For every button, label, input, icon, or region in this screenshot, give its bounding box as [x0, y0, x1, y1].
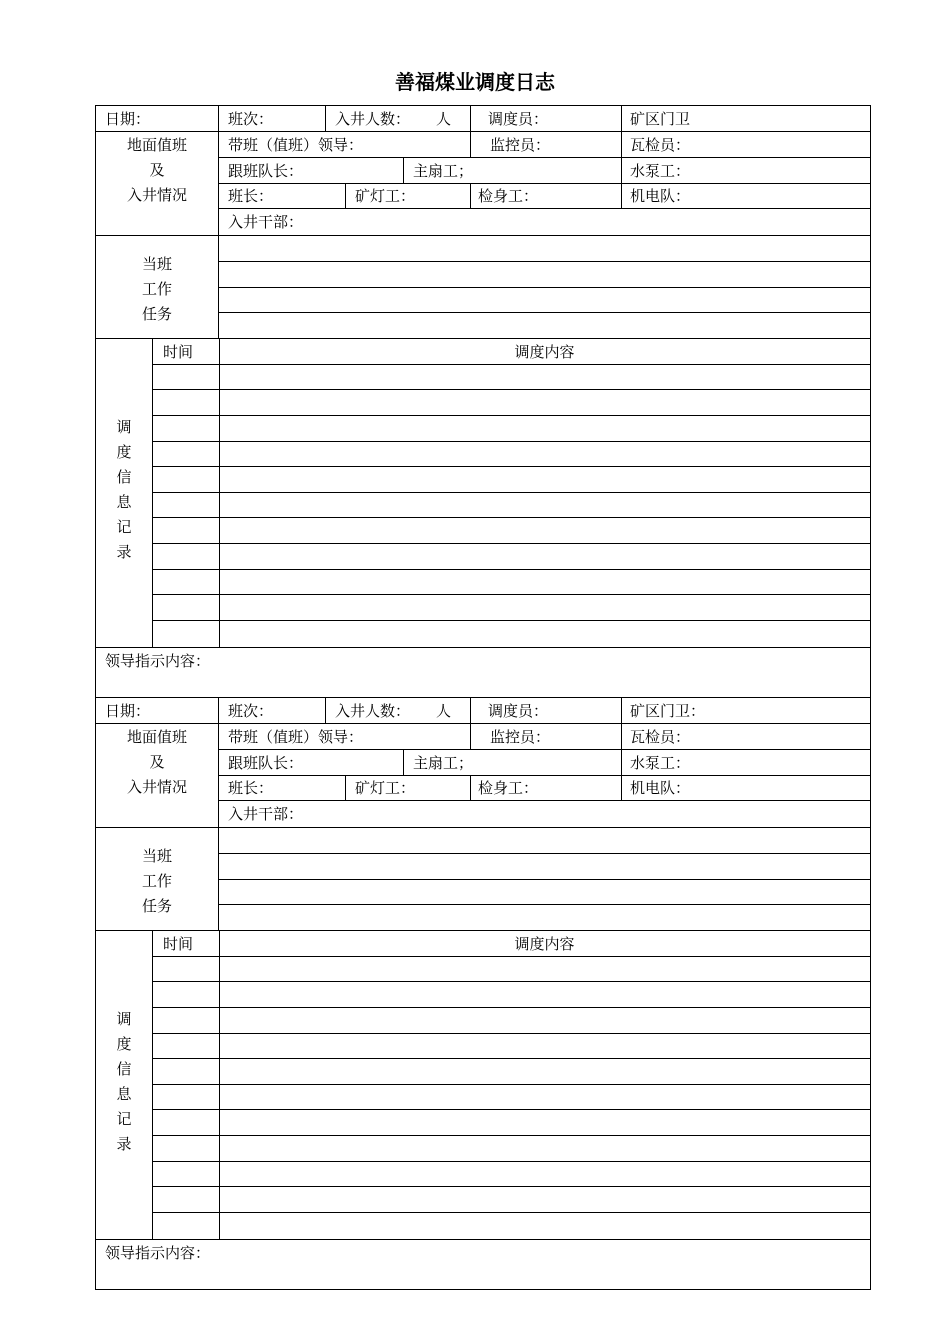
record-row-rule — [152, 543, 871, 544]
record-row-rule — [152, 492, 871, 493]
shift-task-label: 任务 — [141, 897, 172, 915]
shift-label: 班次： — [228, 110, 274, 128]
gate-guard-label: 矿区门卫： — [630, 702, 706, 720]
table-rule — [470, 183, 471, 209]
record-row-rule — [152, 1212, 871, 1213]
headcount-unit: 人 — [436, 702, 452, 720]
dispatch-content-header: 调度内容 — [514, 935, 575, 953]
table-rule — [325, 105, 326, 132]
dispatch-record-label-char: 录 — [116, 543, 132, 561]
record-row-rule — [152, 517, 871, 518]
record-row-rule — [152, 956, 871, 957]
shift-label: 班次： — [228, 702, 274, 720]
main-fan-worker-label: 主扇工； — [413, 162, 474, 180]
record-block-bottom-rule — [95, 1239, 871, 1240]
shift-task-label: 任务 — [141, 305, 172, 323]
surface-duty-label: 地面值班 — [126, 136, 187, 154]
body-check-worker-label: 检身工： — [478, 187, 539, 205]
table-rule — [218, 287, 871, 288]
record-row-rule — [152, 569, 871, 570]
headcount-unit: 人 — [436, 110, 452, 128]
table-rule — [621, 105, 622, 132]
table-rule — [621, 157, 622, 184]
gas-inspector-label: 瓦检员： — [630, 136, 691, 154]
table-rule — [403, 157, 404, 184]
headcount-label: 入井人数： — [335, 110, 411, 128]
surface-duty-label: 及 — [149, 161, 165, 179]
date-label: 日期： — [105, 110, 151, 128]
record-row-rule — [152, 1084, 871, 1085]
table-rule — [470, 697, 471, 724]
record-row-rule — [152, 1033, 871, 1034]
section-top-rule — [95, 697, 871, 698]
dispatch-record-label-char: 息 — [116, 1085, 132, 1103]
table-rule — [470, 131, 471, 158]
record-row-rule — [152, 594, 871, 595]
record-row-rule — [152, 466, 871, 467]
table-rule — [218, 904, 871, 905]
table-rule — [218, 853, 871, 854]
follow-team-leader-label: 跟班队长： — [228, 162, 304, 180]
document-title: 善福煤业调度日志 — [395, 70, 555, 94]
underground-cadre-label: 入井干部： — [228, 805, 304, 823]
body-check-worker-label: 检身工： — [478, 779, 539, 797]
table-rule — [621, 697, 622, 724]
dispatch-record-label-char: 度 — [116, 443, 132, 461]
dispatcher-label: 调度员： — [488, 110, 549, 128]
table-rule — [621, 775, 622, 801]
record-row-rule — [152, 364, 871, 365]
record-row-rule — [152, 389, 871, 390]
table-rule — [95, 827, 219, 828]
record-row-rule — [152, 620, 871, 621]
table-right-border — [870, 105, 871, 698]
table-rule — [470, 105, 471, 132]
table-rule — [621, 723, 622, 750]
record-row-rule — [152, 1109, 871, 1110]
shift-task-label: 当班 — [141, 255, 172, 273]
shift-task-label: 工作 — [141, 872, 172, 890]
table-rule — [621, 183, 622, 209]
table-rule — [470, 723, 471, 750]
table-rule — [218, 749, 871, 750]
pump-worker-label: 水泵工： — [630, 754, 691, 772]
table-rule — [621, 749, 622, 776]
dispatch-content-header: 调度内容 — [514, 343, 575, 361]
surface-duty-label: 入井情况 — [126, 778, 187, 796]
table-rule — [218, 157, 871, 158]
record-row-rule — [152, 981, 871, 982]
monitor-label: 监控员： — [490, 728, 551, 746]
time-column-divider — [219, 338, 220, 648]
table-rule — [403, 749, 404, 776]
gate-guard-label: 矿区门卫 — [630, 110, 691, 128]
table-rule — [470, 775, 471, 801]
table-rule — [345, 775, 346, 801]
shift-leader-label: 带班（值班）领导： — [228, 136, 364, 154]
time-column-header: 时间 — [162, 343, 193, 361]
section-top-rule — [95, 105, 871, 106]
record-label-divider — [152, 930, 153, 1240]
record-row-rule — [152, 1161, 871, 1162]
lamp-worker-label: 矿灯工： — [355, 187, 416, 205]
shift-leader-label: 带班（值班）领导： — [228, 728, 364, 746]
dispatch-record-label-char: 信 — [116, 468, 132, 486]
dispatch-record-label-char: 记 — [116, 1110, 132, 1128]
section-bottom-rule — [95, 1289, 871, 1290]
follow-team-leader-label: 跟班队长： — [228, 754, 304, 772]
table-rule — [218, 723, 871, 724]
table-rule — [218, 879, 871, 880]
table-rule — [218, 131, 871, 132]
task-block-bottom-rule — [95, 338, 871, 339]
table-right-border — [870, 697, 871, 1290]
table-rule — [218, 827, 871, 828]
dispatch-record-label-char: 调 — [116, 418, 132, 436]
underground-cadre-label: 入井干部： — [228, 213, 304, 231]
table-rule — [218, 208, 871, 209]
squad-leader-label: 班长： — [228, 187, 274, 205]
surface-duty-label: 地面值班 — [126, 728, 187, 746]
label-column-divider — [218, 105, 219, 339]
main-fan-worker-label: 主扇工； — [413, 754, 474, 772]
pump-worker-label: 水泵工： — [630, 162, 691, 180]
record-row-rule — [152, 1007, 871, 1008]
record-row-rule — [152, 1135, 871, 1136]
table-rule — [218, 235, 871, 236]
time-column-header: 时间 — [162, 935, 193, 953]
table-rule — [218, 183, 871, 184]
record-row-rule — [152, 441, 871, 442]
dispatch-record-label-char: 调 — [116, 1010, 132, 1028]
headcount-label: 入井人数： — [335, 702, 411, 720]
dispatch-record-label-char: 度 — [116, 1035, 132, 1053]
table-rule — [218, 312, 871, 313]
record-row-rule — [152, 1186, 871, 1187]
surface-duty-label: 及 — [149, 753, 165, 771]
record-block-bottom-rule — [95, 647, 871, 648]
leader-instruction-label: 领导指示内容： — [105, 652, 211, 670]
record-row-rule — [152, 415, 871, 416]
dispatch-record-label-char: 息 — [116, 493, 132, 511]
dispatch-record-label-char: 记 — [116, 518, 132, 536]
table-rule — [95, 235, 219, 236]
table-rule — [345, 183, 346, 209]
label-column-divider — [218, 697, 219, 931]
time-column-divider — [219, 930, 220, 1240]
surface-duty-label: 入井情况 — [126, 186, 187, 204]
table-rule — [218, 775, 871, 776]
table-rule — [621, 131, 622, 158]
date-label: 日期： — [105, 702, 151, 720]
leader-instruction-label: 领导指示内容： — [105, 1244, 211, 1262]
record-row-rule — [152, 1058, 871, 1059]
electrical-team-label: 机电队： — [630, 779, 691, 797]
shift-task-label: 工作 — [141, 280, 172, 298]
squad-leader-label: 班长： — [228, 779, 274, 797]
table-rule — [218, 261, 871, 262]
task-block-bottom-rule — [95, 930, 871, 931]
lamp-worker-label: 矿灯工： — [355, 779, 416, 797]
dispatcher-label: 调度员： — [488, 702, 549, 720]
table-rule — [218, 800, 871, 801]
shift-task-label: 当班 — [141, 847, 172, 865]
table-rule — [95, 131, 219, 132]
electrical-team-label: 机电队： — [630, 187, 691, 205]
dispatch-record-label-char: 信 — [116, 1060, 132, 1078]
gas-inspector-label: 瓦检员： — [630, 728, 691, 746]
record-label-divider — [152, 338, 153, 648]
dispatch-record-label-char: 录 — [116, 1135, 132, 1153]
table-rule — [95, 723, 219, 724]
table-rule — [325, 697, 326, 724]
monitor-label: 监控员： — [490, 136, 551, 154]
